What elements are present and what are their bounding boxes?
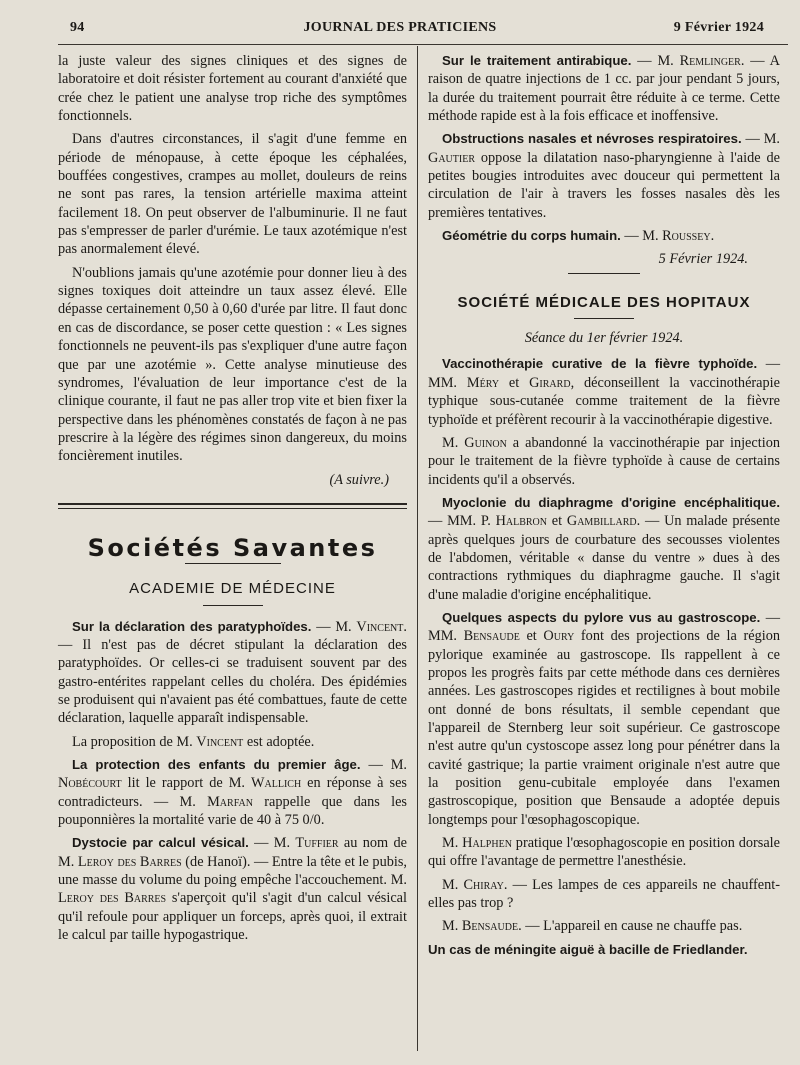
article-heading: Géométrie du corps humain. [442, 228, 621, 244]
article-heading: Dystocie par calcul vésical. [72, 835, 249, 851]
heading-rule [574, 318, 634, 319]
section-heading: Sociétés Savantes [87, 533, 378, 562]
author-name: Leroy des Barres [58, 890, 167, 907]
author-name: Tuffier [295, 835, 339, 852]
article-paratyphoides: Sur la déclaration des paratyphoïdes. — M. Vincent. — Il n'est pas de décret stipulant la déclaration des paratyphoïdes. Or celles-ci se traduisent souvent par des gastro-entérites rappelant celles du choléra. Des épidémies se produisent qui n'avaient pas été combattues, faute de cette déclaration, laquelle apparaît indispensable. [58, 618, 407, 727]
paragraph: La proposition de M. Vincent est adoptée. [72, 733, 315, 750]
journal-title: JOURNAL DES PRATICIENS [303, 20, 497, 35]
report-date: 5 Février 1924. [658, 251, 748, 268]
subsection-heading: ACADEMIE DE MÉDECINE [129, 580, 336, 598]
article-geometrie: Géométrie du corps humain. — M. Roussey. [442, 228, 715, 245]
paragraph: M. Halphen pratique l'œsophagoscopie en position dorsale qui offre l'avantage de permettre l'anesthésie. [428, 835, 780, 870]
heading-rule [568, 273, 640, 274]
article-heading: Un cas de méningite aiguë à bacille de Friedlander. [428, 941, 748, 957]
article-dystocie: Dystocie par calcul vésical. — M. Tuffier au nom de M. Leroy des Barres (de Hanoï). — Entre la tête et le pubis, une masse du volume du poing empêche l'accouchement. M. Leroy des Barres s'aperçoit qu'il s'agit d'un calcul vésical qu'il refoule pour appliquer un forceps, après quoi, il extrait le calcul par taille hypogastrique. [58, 835, 407, 944]
article-obstructions-nasales: Obstructions nasales et névroses respiratoires. — M. Gautier oppose la dilatation naso-pharyngienne à l'aide de petites bougies introduites avec douceur qui permettent la circulation de l'air à travers les fosses nasales dès les premières tentatives. [428, 131, 781, 221]
author-name: Vincent [356, 618, 404, 635]
issue-date: 9 Février 1924 [673, 20, 764, 35]
session-date: Séance du 1er février 1924. [524, 330, 684, 347]
author-name: Gautier [428, 149, 475, 166]
article-heading: Obstructions nasales et névroses respiratoires. [442, 131, 742, 147]
paragraph: M. Guinon a abandonné la vaccinothérapie par injection pour le traitement de la fièvre typhoïde à cause de certains incidents qu'il a observés. [428, 434, 780, 488]
author-name: Leroy des Barres [77, 853, 182, 870]
header-rule [58, 44, 788, 45]
paragraph: M. Chiray. — Les lampes de ces appareils ne chauffent-elles pas trop ? [428, 876, 780, 912]
author-name: Bensaude [463, 628, 520, 645]
to-be-continued: (A suivre.) [329, 471, 389, 488]
author-name: Marfan [207, 793, 253, 810]
author-name: Nobécourt [58, 775, 122, 792]
paragraph: Dans d'autres circonstances, il s'agit d'une femme en période de ménopause, à cette époque les céphalées, bouffées congestives, crampes au mollet, douleurs de reins ne sont pas rares, la tension artérielle maxima atteint facilement 18. On peut observer de l'albuminurie. Il ne faut pas s'empresser de parler d'urémie. Le taux azotémique n'est pas anormalement élevé. [58, 131, 407, 258]
subsection-heading: SOCIÉTÉ MÉDICALE DES HOPITAUX [457, 293, 751, 311]
article-heading: Sur le traitement antirabique. [442, 53, 632, 68]
right-column [428, 52, 780, 964]
article-heading: La protection des enfants du premier âge. [72, 757, 361, 772]
article-heading: Vaccinothérapie curative de la fièvre typhoïde. [442, 356, 758, 372]
paragraph: M. Bensaude. — L'appareil en cause ne chauffe pas. [442, 918, 743, 935]
author-name: Méry [466, 374, 500, 391]
author-name: Halphen [462, 835, 512, 852]
page-header [0, 20, 800, 46]
author-name: Gambillard [566, 513, 637, 530]
column-divider [417, 46, 418, 1051]
article-heading: Quelques aspects du pylore vus au gastroscope. [442, 609, 761, 625]
author-name: Remlinger [679, 53, 741, 69]
author-name: Girard [529, 374, 571, 391]
article-myoclonie: Myoclonie du diaphragme d'origine encéphalitique. — MM. P. Halbron et Gambillard. — Un malade présente après quelques jours de courbature des secousses violentes de l'abdomen, véritable « danse du ventre » dues à des contractions rythmiques du diaphragme gauche. Il s'agit d'une maladie d'origine encéphalitique. [428, 494, 780, 603]
article-protection-enfants: La protection des enfants du premier âge. — M. Nobécourt lit le rapport de M. Wallich en réponse à ses contradicteurs. — M. Marfan rappelle que dans les pouponnières la mortalité varie de 40 à 75 0/0. [58, 757, 407, 829]
article-pylore: Quelques aspects du pylore vus au gastroscope. — MM. Bensaude et Oury font des projections de la région pylorique examinée au gastroscope. Ils rappellent à ce propos les progrès faits par cette méthode dans ces dernières années. Les gastroscopes rigides et rectilignes à bout mobile ont donné de bons résultats, il semble cependant que l'appareil de Sternberg leur soit supérieur. Ce gastroscope n'est autre qu'un cystoscope assez long pour pénétrer dans la cavité gastrique; la partie vraiment originale n'est autre que la position genu-cubitale employée dans l'examen gastroscopique, position que Bensaude a adoptée depuis longtemps pour l'œsophagoscopique. [428, 609, 781, 828]
author-name: Bensaude [461, 918, 519, 935]
author-name: Chiray [463, 876, 504, 893]
author-name: Vincent [196, 733, 244, 750]
article-heading: Myoclonie du diaphragme d'origine encéphalitique. [442, 494, 780, 510]
article-heading: Sur la déclaration des paratyphoïdes. [72, 618, 312, 634]
paragraph: la juste valeur des signes cliniques et des signes de laboratoire et doit résister fortement au courant d'anxiété que crée chez le patient une analyse trop riche des symptômes fonctionnels. [58, 53, 407, 125]
paragraph: N'oublions jamais qu'une azotémie pour donner lieu à des signes toxiques doit atteindre un taux assez élevé. Elle dépasse certainement 0,50 à 0,60 d'urée par litre. Il faut donc en cas de discordance, se poser cette question : « Les signes fonctionnels ne peuvent-ils pas s'expliquer d'une autre façon que par une azotémie ». Cette analyse minutieuse des syndromes, l'évaluation de leur importance c'est de la clinique courante, il faut ne pas aller trop vite et bien fixer la perspective dans les phénomènes constatés de façon à ne pas prescrire à la légère des régimes sinon dangereux, du moins foncièrement inutiles. [58, 264, 407, 465]
author-name: Roussey [662, 228, 711, 245]
left-column [58, 52, 407, 949]
heading-rule [185, 563, 281, 564]
section-divider [58, 503, 407, 509]
article-vaccinotherapie: Vaccinothérapie curative de la fièvre typhoïde. — MM. Méry et Girard, déconseillent la vaccinothérapie typhique sous-cutanée comme traitement de la fièvre typhoïde et préfèrent recourir à la vaccinothérapie digestive. [428, 356, 781, 428]
page-number: 94 [70, 20, 85, 35]
article-antirabique: Sur le traitement antirabique. — M. Remlinger. — A raison de quatre injections de 1 cc. par jour pendant 5 jours, la durée du traitement pourrait être réduite à ce terme. Cette méthode rapide est à la fois efficace et inoffensive. [428, 53, 780, 125]
author-name: Wallich [251, 775, 302, 792]
article-meningite [428, 941, 780, 959]
heading-rule [203, 605, 263, 606]
author-name: Oury [543, 628, 575, 645]
author-name: Guinon [464, 434, 507, 451]
author-name: Halbron [495, 513, 548, 530]
